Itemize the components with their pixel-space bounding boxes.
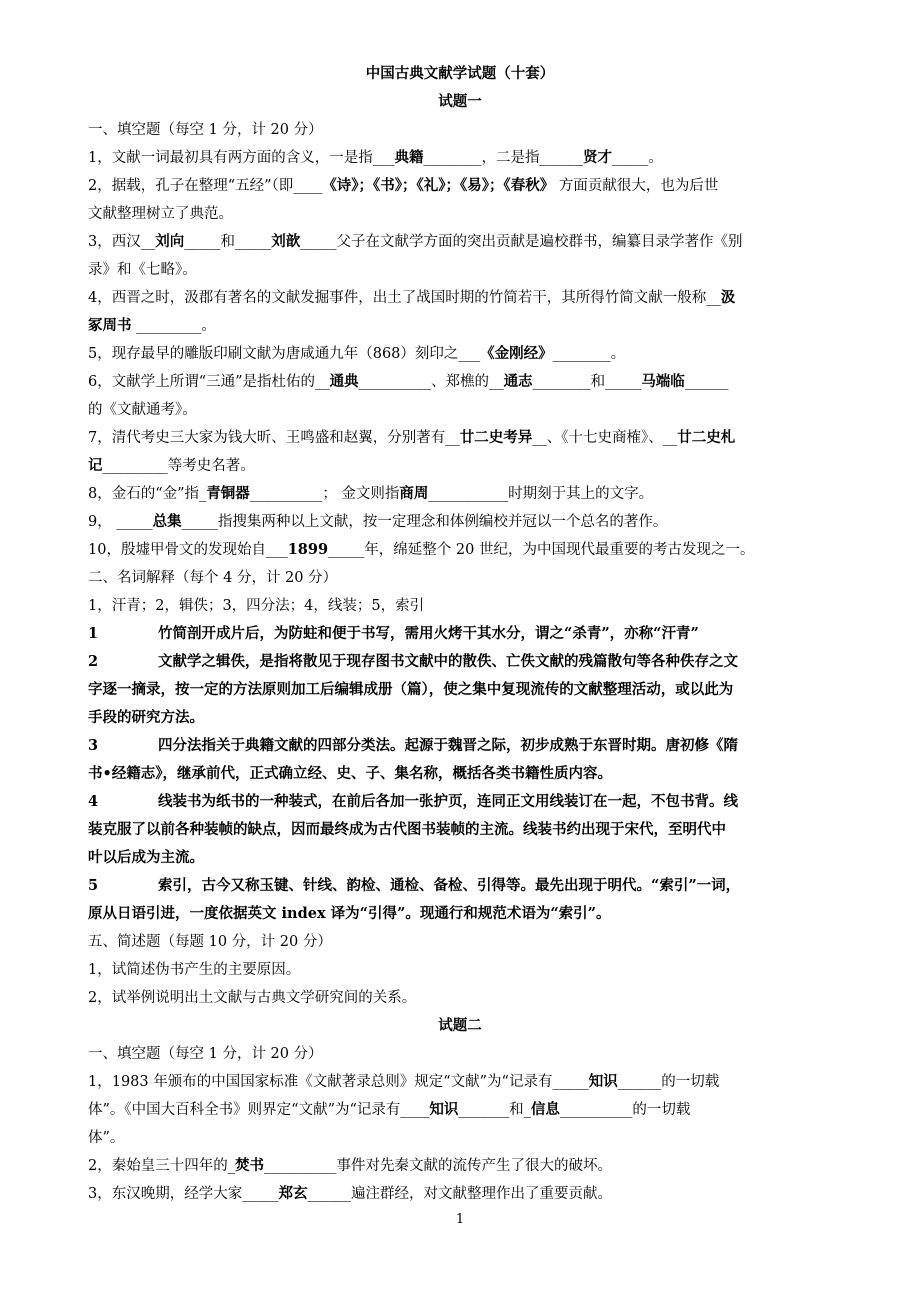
p1-q6-line1: 6，文献学上所谓“三通”是指杜佑的__通典__________、郑樵的__通志________和_____马端临______: [88, 373, 729, 390]
definition-2-line2: 字逐一摘录，按一定的方法原则加工后编辑成册（篇），使之集中复现流传的文献整理活动，或以此为: [88, 681, 734, 698]
p1-q1: 1，文献一词最初具有两方面的含义，一是指___典籍________，二是指______贤才_____。: [88, 149, 663, 166]
definition-5-line2: 原从日语引进，一度依据英文 index 译为“引得”。现通行和规范术语为“索引”。: [88, 905, 611, 922]
definition-3-line2: 书•经籍志》，继承前代，正式确立经、史、子、集名称，概括各类书籍性质内容。: [88, 765, 613, 782]
p1-q5: 5，现存最早的雕版印刷文献为唐咸通九年（868）刻印之___《金刚经》________。: [88, 345, 626, 362]
p1-q3-line1: 3，西汉__刘向_____和_____刘歆_____父子在文献学方面的突出贡献是遍校群书，编纂目录学著作《别: [88, 233, 743, 250]
p1-essay-2: 2，试举例说明出土文献与古典文学研究间的关系。: [88, 990, 417, 1006]
definition-2-line1: 2 文献学之辑佚，是指将散见于现存图书文献中的散佚、亡佚文献的残篇散句等各种佚存之文: [88, 653, 738, 670]
page-number: 1: [455, 1212, 465, 1227]
p1-terms-section: 二、名词解释（每个 4 分，计 20 分）: [88, 570, 338, 586]
paper1-heading: 试题一: [438, 93, 482, 110]
definition-3-line1: 3 四分法指关于典籍文献的四部分类法。起源于魏晋之际，初步成熟于东晋时期。唐初修《隋: [88, 737, 738, 754]
p1-q9: 9， _____总集_____指搜集两种以上文献，按一定理念和体例编校并冠以一个总名的著作。: [88, 513, 668, 530]
p1-essay-section: 五、简述题（每题 10 分，计 20 分）: [88, 934, 332, 950]
p1-q10: 10，殷墟甲骨文的发现始自___1899_____年，绵延整个 20 世纪，为中国现代最重要的考古发现之一。: [88, 541, 755, 558]
p1-q7-line2: 记_________等考史名著。: [88, 457, 255, 474]
p2-q1-line1: 1，1983 年颁布的中国国家标准《文献著录总则》规定“文献”为“记录有_____知识______的一切载: [88, 1073, 720, 1090]
definition-4-line1: 4 线装书为纸书的一种装式，在前后各加一张护页，连同正文用线装订在一起，不包书背。线: [88, 793, 738, 810]
p2-q1-line3: 体”。: [88, 1130, 125, 1146]
p2-q1-line2: 体”。《中国大百科全书》则界定“文献”为“记录有____知识_______和_信息__________的一切载: [88, 1101, 691, 1118]
definition-1: 1 竹简剖开成片后，为防蛀和便于书写，需用火烤干其水分，谓之“杀青”，亦称“汗青”: [88, 625, 699, 642]
p1-terms-list: 1，汗青；2，辑佚；3，四分法；4，线装；5，索引: [88, 598, 425, 614]
p1-q6-line2: 的《文献通考》。: [88, 402, 197, 418]
definition-5-line1: 5 索引，古今又称玉键、针线、韵检、通检、备检、引得等。最先出现于明代。“索引”一词，: [88, 877, 741, 894]
p2-q2: 2，秦始皇三十四年的_焚书__________事件对先秦文献的流传产生了很大的破坏。: [88, 1157, 612, 1174]
definition-4-line3: 叶以后成为主流。: [88, 849, 204, 866]
p1-q4-line1: 4，西晋之时，汲郡有著名的文献发掘事件，出土了战国时期的竹简若干，其所得竹简文献一般称__汲: [88, 289, 736, 306]
paper1-fill-section: 一、填空题（每空 1 分，计 20 分）: [88, 122, 323, 138]
p1-essay-1: 1，试简述伪书产生的主要原因。: [88, 962, 301, 978]
document-title: 中国古典文献学试题（十套）: [365, 65, 555, 82]
p1-q2-line2: 文献整理树立了典范。: [88, 206, 233, 222]
definition-2-line3: 手段的研究方法。: [88, 709, 204, 726]
definition-4-line2: 装克服了以前各种装帧的缺点，因而最终成为古代图书装帧的主流。线装书约出现于宋代，至明代中: [88, 821, 726, 838]
paper2-heading: 试题二: [438, 1017, 482, 1034]
p1-q3-line2: 录》和《七略》。: [88, 262, 197, 278]
p2-q3: 3，东汉晚期，经学大家_____郑玄______遍注群经，对文献整理作出了重要贡献。: [88, 1185, 612, 1202]
p1-q7-line1: 7，清代考史三大家为钱大昕、王鸣盛和赵翼，分别著有__廿二史考异__、《十七史商榷》、__廿二史札: [88, 429, 736, 446]
p1-q2-line1: 2，据载，孔子在整理“五经”（即____《诗》；《书》；《礼》；《易》；《春秋》 方面贡献很大，也为后世: [88, 177, 719, 194]
p1-q8: 8，金石的“金”指_青铜器__________； 金文则指商周___________时期刻于其上的文字。: [88, 485, 654, 502]
p1-q4-line2: 冢周书 _________。: [88, 317, 216, 334]
paper2-fill-section: 一、填空题（每空 1 分，计 20 分）: [88, 1046, 323, 1062]
